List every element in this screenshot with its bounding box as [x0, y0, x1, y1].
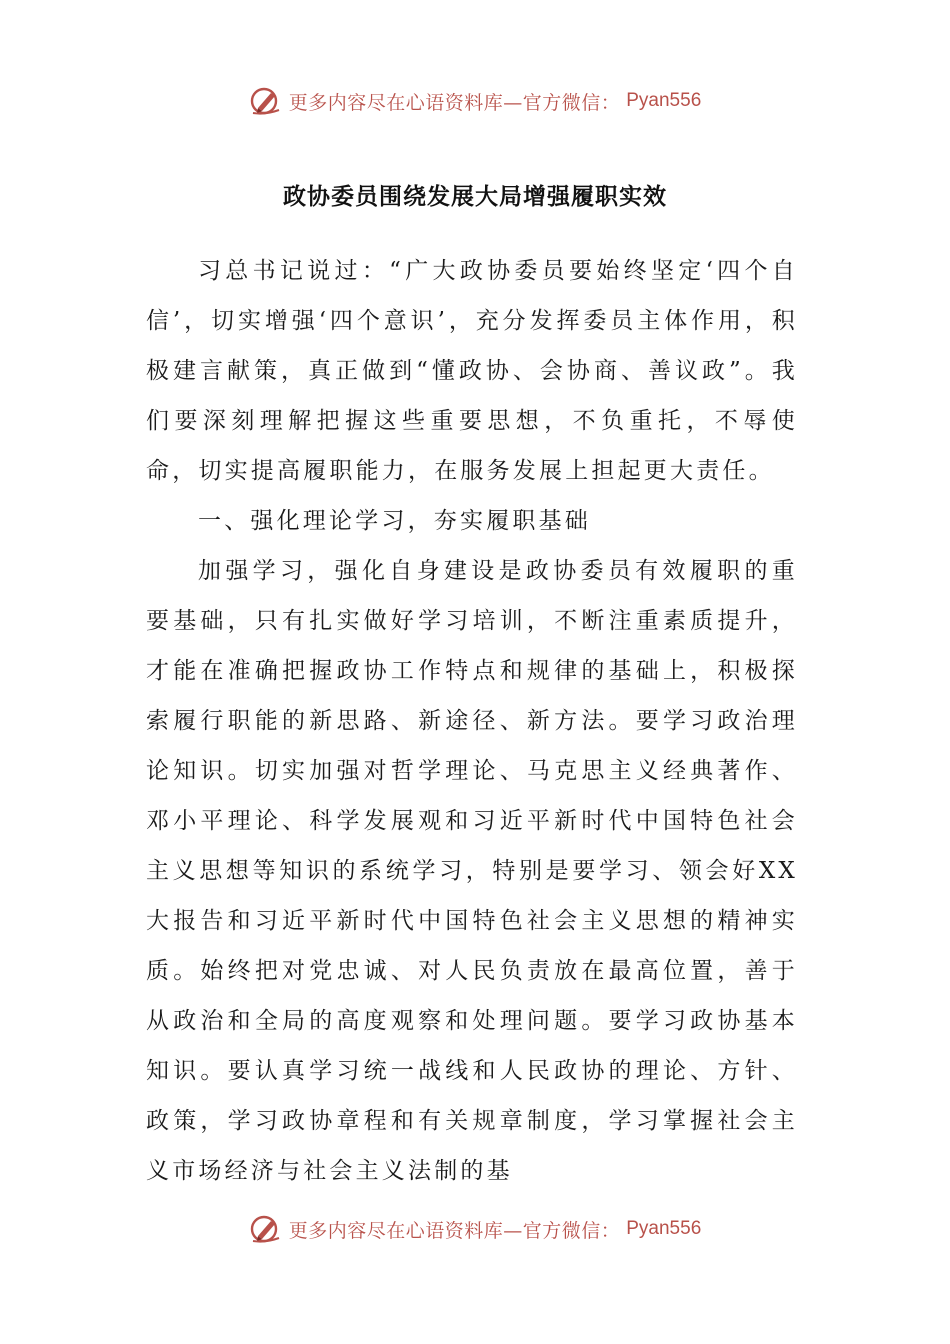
pen-logo-icon [249, 84, 283, 118]
section-heading: 一、强化理论学习，夯实履职基础 [198, 508, 591, 534]
document-title: 政协委员围绕发展大局增强履职实效 [283, 183, 667, 210]
pen-logo-icon [249, 1212, 283, 1246]
watermark-text: 更多内容尽在心语资料库—官方微信： [288, 1219, 621, 1242]
watermark-wechat-id: Pyan556 [626, 90, 702, 111]
header-watermark [0, 84, 950, 118]
footer-watermark [0, 1212, 950, 1246]
watermark-text: 更多内容尽在心语资料库—官方微信： [288, 91, 621, 114]
paragraph-intro: 习总书记说过：“广大政协委员要始终坚定‘四个自信’，切实增强‘四个意识’，充分发挥委员主体作用，积极建言献策，真正做到“懂政协、会协商、善议政”。我们要深刻理解把握这些重要思想，不负重托，不辱使命，切实提高履职能力，在服务发展上担起更大责任。 [146, 258, 798, 484]
watermark-wechat-id: Pyan556 [626, 1218, 702, 1239]
document-body [146, 246, 798, 1196]
paragraph-body: 加强学习，强化自身建设是政协委员有效履职的重要基础，只有扎实做好学习培训，不断注重素质提升，才能在准确把握政协工作特点和规律的基础上，积极探索履行职能的新思路、新途径、新方法。要学习政治理论知识。切实加强对哲学理论、马克思主义经典著作、邓小平理论、科学发展观和习近平新时代中国特色社会主义思想等知识的系统学习，特别是要学习、领会好XX大报告和习近平新时代中国特色社会主义思想的精神实质。始终把对党忠诚、对人民负责放在最高位置，善于从政治和全局的高度观察和处理问题。要学习政协基本知识。要认真学习统一战线和人民政协的理论、方针、政策，学习政协章程和有关规章制度，学习掌握社会主义市场经济与社会主义法制的基 [146, 558, 798, 1184]
